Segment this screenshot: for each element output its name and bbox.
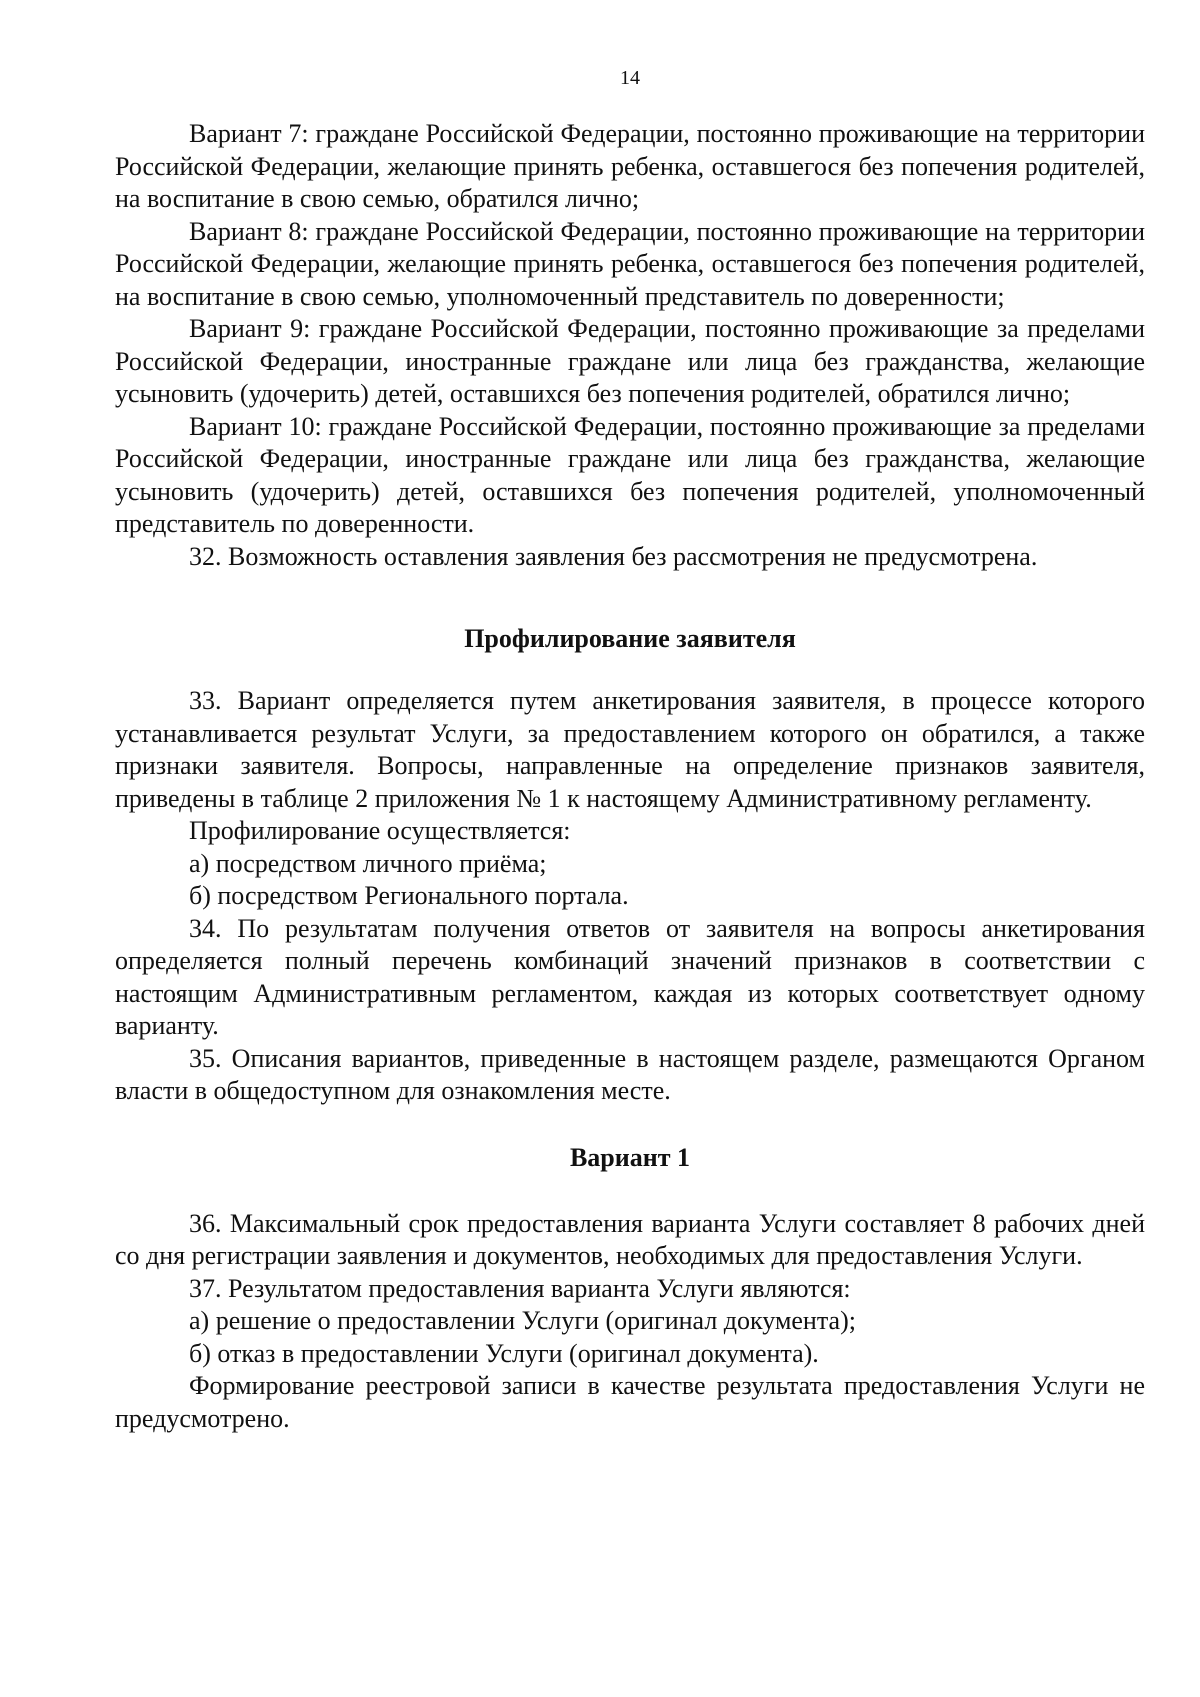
page-number: 14: [620, 67, 640, 89]
paragraph-34: 34. По результатам получения ответов от заявителя на вопросы анкетирования определяется полный перечень комбинаций значений признаков в соответствии с настоящим Административным регламентом, каждая из которых соответствует одному варианту.: [115, 913, 1145, 1040]
paragraph-33: 33. Вариант определяется путем анкетирования заявителя, в процессе которого устанавливается результат Услуги, за предоставлением которого он обратился, а также признаки заявителя. Вопросы, направленные на определение признаков заявителя, приведены в таблице 2 приложения № 1 к настоящему Административному регламенту.: [115, 686, 1145, 813]
paragraph-variant-7: Вариант 7: граждане Российской Федерации, постоянно проживающие на территории Российской Федерации, желающие принять ребенка, оставшегося без попечения родителей, на воспитание в свою семью, обратился лично;: [115, 119, 1145, 213]
spacer: [115, 1174, 1145, 1208]
paragraph-37: 37. Результатом предоставления варианта Услуги являются:: [189, 1273, 851, 1303]
paragraph-registry-record: Формирование реестровой записи в качестве результата предоставления Услуги не предусмотрено.: [115, 1371, 1145, 1433]
paragraph-32: 32. Возможность оставления заявления без рассмотрения не предусмотрена.: [189, 541, 1038, 571]
document-page: [115, 66, 1145, 1435]
list-item-b: б) отказ в предоставлении Услуги (оригинал документа).: [189, 1338, 819, 1368]
spacer: [115, 1108, 1145, 1142]
spacer: [115, 655, 1145, 685]
paragraph-variant-10: Вариант 10: граждане Российской Федерации, постоянно проживающие за пределами Российской Федерации, иностранные граждане или лица без гражданства, желающие усыновить (удочерить) детей, оставшихся без попечения родителей, уполномоченный представитель по доверенности.: [115, 411, 1145, 538]
spacer: [115, 573, 1145, 623]
paragraph-variant-9: Вариант 9: граждане Российской Федерации, постоянно проживающие за пределами Российской Федерации, иностранные граждане или лица без гражданства, желающие усыновить (удочерить) детей, оставшихся без попечения родителей, обратился лично;: [115, 314, 1145, 408]
paragraph-36: 36. Максимальный срок предоставления варианта Услуги составляет 8 рабочих дней со дня регистрации заявления и документов, необходимых для предоставления Услуги.: [115, 1208, 1145, 1270]
paragraph-35: 35. Описания вариантов, приведенные в настоящем разделе, размещаются Органом власти в общедоступном для ознакомления месте.: [115, 1043, 1145, 1105]
list-item-a: а) решение о предоставлении Услуги (оригинал документа);: [189, 1306, 856, 1335]
list-item-a: а) посредством личного приёма;: [189, 848, 547, 878]
section-heading-variant-1: Вариант 1: [569, 1142, 691, 1172]
paragraph-profiling-intro: Профилирование осуществляется:: [189, 816, 571, 845]
list-item-b: б) посредством Регионального портала.: [189, 881, 629, 910]
section-heading-profiling: Профилирование заявителя: [464, 624, 796, 653]
paragraph-variant-8: Вариант 8: граждане Российской Федерации, постоянно проживающие на территории Российской Федерации, желающие принять ребенка, оставшегося без попечения родителей, на воспитание в свою семью, уполномоченный представитель по доверенности;: [115, 216, 1145, 311]
